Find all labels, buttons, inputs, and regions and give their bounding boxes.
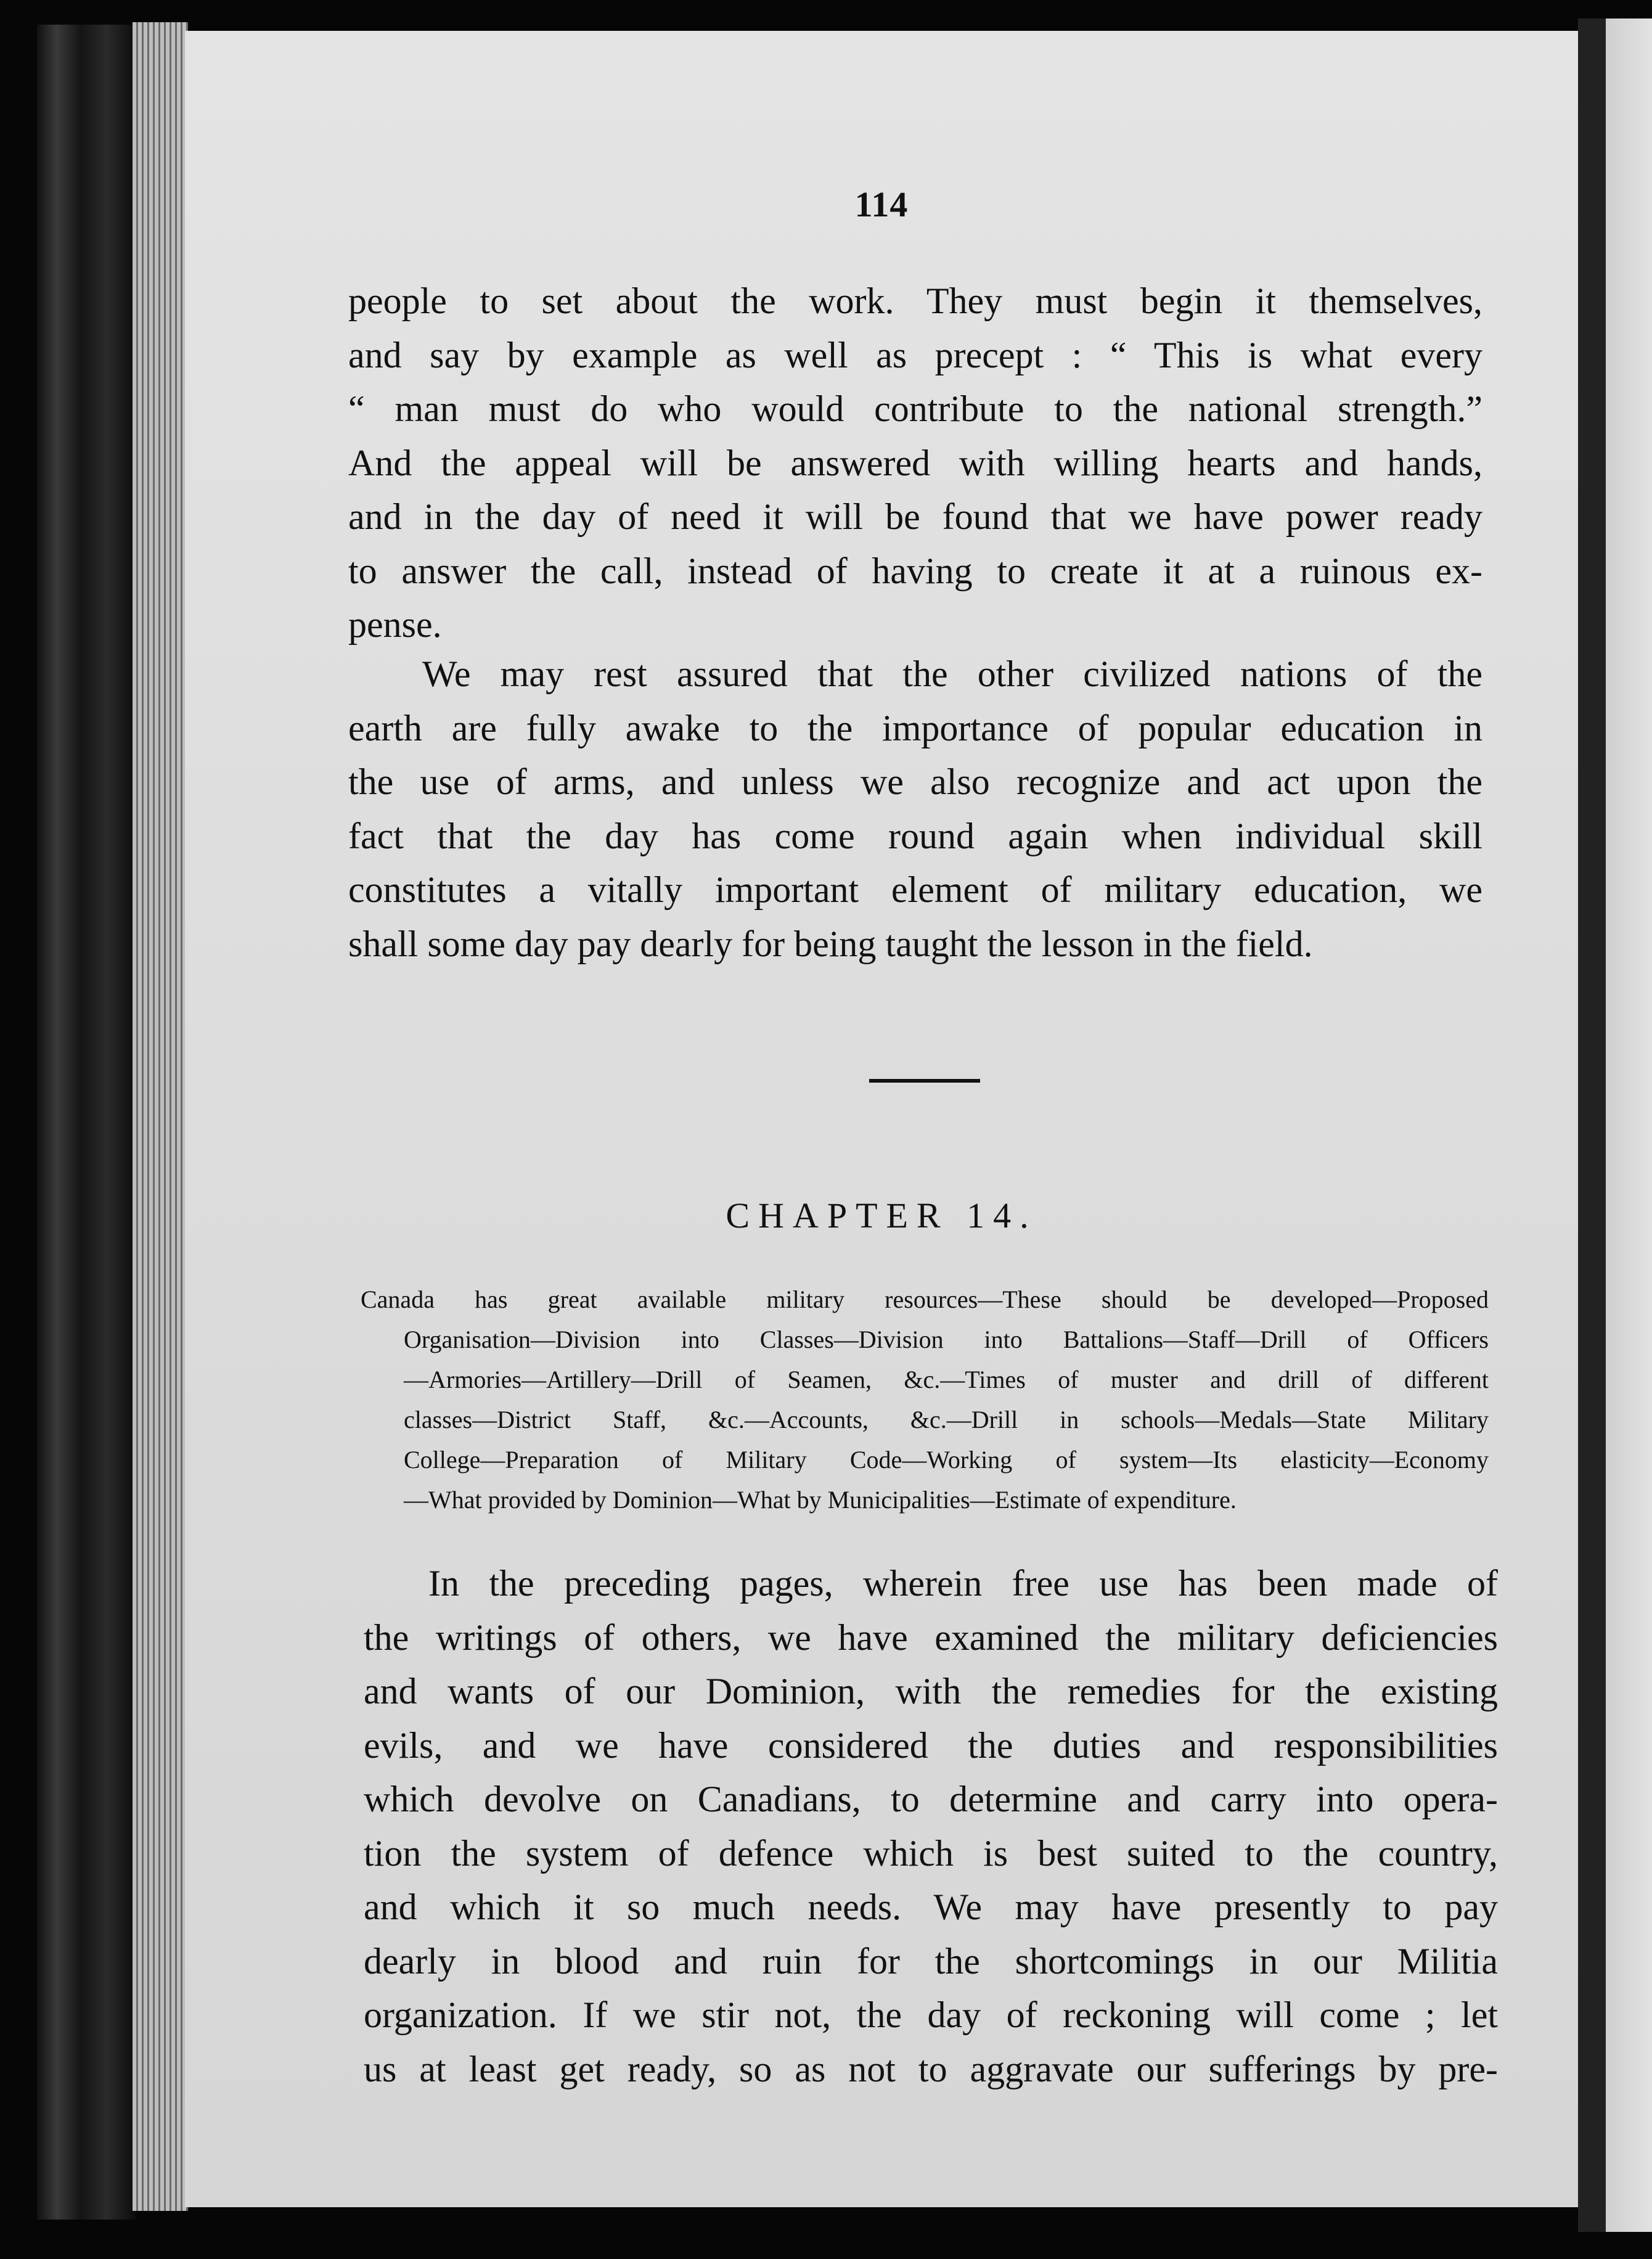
text-line: shall some day pay dearly for being taught the lesson in the field. <box>348 923 1313 964</box>
text-line: We may rest assured that the other civilized nations of the <box>422 654 1482 694</box>
text-line: In the preceding pages, wherein free use has been made of <box>428 1563 1498 1604</box>
text-line: and in the day of need it will be found that we have power ready <box>348 496 1482 537</box>
text-line: the writings of others, we have examined the military deficiencies <box>364 1617 1498 1658</box>
text-line: and wants of our Dominion, with the remedies for the existing <box>364 1671 1498 1712</box>
synopsis-line: Canada has great available military resources—These should be developed—Proposed <box>361 1285 1489 1313</box>
page-number: 114 <box>854 184 909 224</box>
text-line: us at least get ready, so as not to aggravate our sufferings by pre- <box>364 2048 1498 2089</box>
text-line: and say by example as well as precept : “ This is what every <box>348 334 1482 375</box>
text-line: organization. If we stir not, the day of reckoning will come ; let <box>364 1995 1498 2035</box>
paragraph-2 <box>348 647 1482 971</box>
text-line: constitutes a vitally important element of military education, we <box>348 869 1482 910</box>
text-line: earth are fully awake to the importance of popular education in <box>348 707 1482 748</box>
text-line: And the appeal will be answered with willing hearts and hands, <box>348 442 1482 483</box>
synopsis-line: Organisation—Division into Classes—Division into Battalions—Staff—Drill of Officers <box>404 1326 1489 1353</box>
text-line: to answer the call, instead of having to create it at a ruinous ex- <box>348 550 1482 591</box>
text-line: tion the system of defence which is best suited to the country, <box>364 1832 1498 1874</box>
synopsis-line: —Armories—Artillery—Drill of Seamen, &c.—Times of muster and drill of different <box>404 1366 1489 1393</box>
synopsis-line: —What provided by Dominion—What by Municipalities—Estimate of expenditure. <box>404 1486 1237 1514</box>
text-line: and which it so much needs. We may have presently to pay <box>364 1887 1498 1927</box>
gutter-shadow <box>1578 18 1606 2232</box>
book-page <box>185 31 1578 2207</box>
facing-page-edge <box>1606 18 1652 2232</box>
text-line: pense. <box>348 604 442 645</box>
synopsis-line: classes—District Staff, &c.—Accounts, &c.—Drill in schools—Medals—State Military <box>404 1406 1489 1433</box>
text-line: the use of arms, and unless we also recognize and act upon the <box>348 761 1482 802</box>
chapter-synopsis <box>361 1279 1489 1520</box>
text-line: evils, and we have considered the duties and responsibilities <box>364 1724 1498 1766</box>
text-line: “ man must do who would contribute to the national strength.” <box>348 388 1482 429</box>
text-line: people to set about the work. They must begin it themselves, <box>348 281 1482 321</box>
chapter-heading: CHAPTER 14. <box>726 1195 1037 1236</box>
text-line: fact that the day has come round again when individual skill <box>348 815 1482 856</box>
text-line: which devolve on Canadians, to determine and carry into opera- <box>364 1779 1498 1819</box>
page-edges <box>133 22 188 2211</box>
synopsis-line: College—Preparation of Military Code—Working of system—Its elasticity—Economy <box>404 1446 1489 1474</box>
text-line: dearly in blood and ruin for the shortcomings in our Militia <box>364 1940 1498 1982</box>
paragraph-1 <box>348 274 1482 652</box>
paragraph-3 <box>364 1557 1498 2096</box>
section-divider <box>869 1079 980 1083</box>
book-binding <box>37 25 136 2220</box>
